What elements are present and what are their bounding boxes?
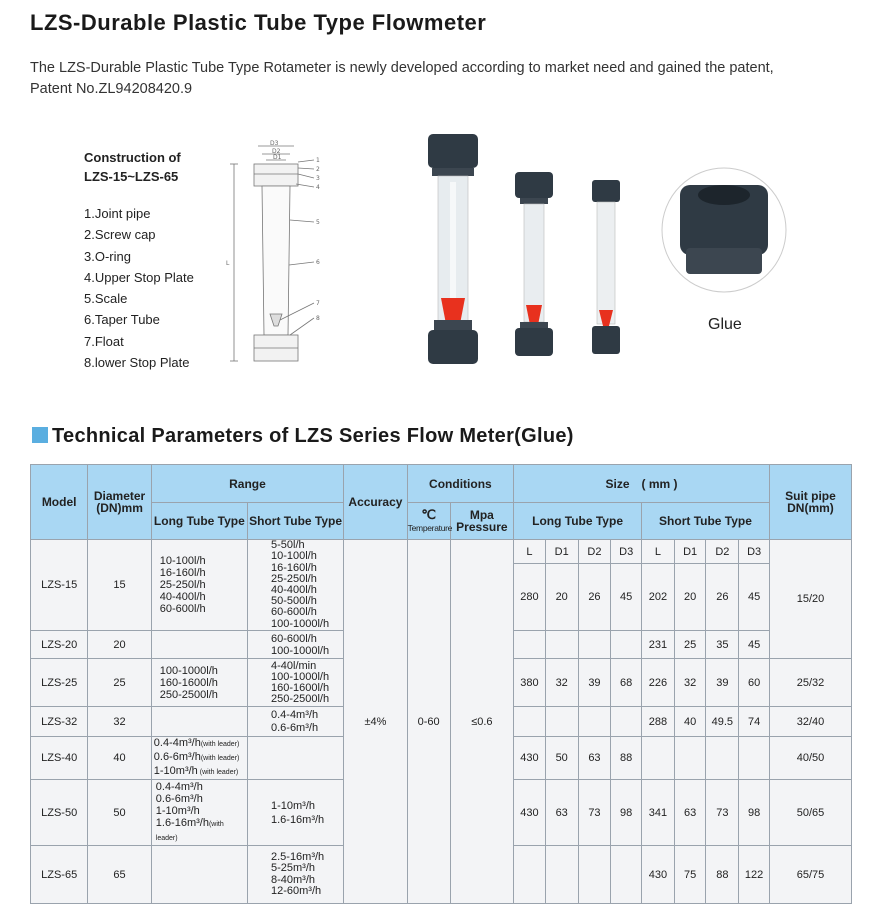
- cell-long-range: [151, 540, 247, 631]
- range-line: [154, 751, 247, 765]
- cell-size: 32: [674, 659, 706, 707]
- cell-pipe: 32/40: [769, 707, 851, 737]
- header-long-tube: Long Tube Type: [151, 503, 247, 540]
- size-subheader: D1: [674, 540, 706, 564]
- cell-size: 35: [706, 631, 739, 659]
- cell-size: [611, 846, 642, 904]
- pressure-label: Pressure: [456, 520, 508, 534]
- cell-size: 341: [642, 780, 675, 846]
- cell-size: 40: [674, 707, 706, 737]
- cell-size: 68: [611, 659, 642, 707]
- cell-model: LZS-25: [31, 659, 88, 707]
- diagram-part-number: 8: [316, 315, 320, 322]
- diagram-part-number: 2: [316, 166, 320, 173]
- header-suit-pipe: [769, 465, 851, 540]
- range-line: 60-600l/h: [270, 606, 317, 619]
- range-line: 100-1000l/h: [270, 644, 330, 657]
- construction-parts-list: [84, 203, 194, 373]
- cell-long-range: [151, 780, 247, 846]
- range-line: 160-1600l/h: [159, 676, 218, 689]
- parts-list-item: 2.Screw cap: [84, 227, 156, 243]
- parts-list-item: 1.Joint pipe: [84, 206, 151, 221]
- range-line: 16-160l/h: [270, 561, 317, 574]
- spec-table: [30, 464, 852, 904]
- header-accuracy: Accuracy: [344, 465, 407, 540]
- cell-size: 49.5: [706, 707, 739, 737]
- section-marker: [32, 427, 48, 443]
- cell-size: [611, 707, 642, 737]
- cell-short-range: [247, 846, 343, 904]
- cell-size: 39: [706, 659, 739, 707]
- cell-size: [739, 737, 770, 780]
- header-conditions: Conditions: [407, 465, 513, 503]
- cell-size: [514, 707, 546, 737]
- cell-size: 63: [674, 780, 706, 846]
- range-line: 100-1000l/h: [270, 617, 330, 630]
- cell-dn: 15: [88, 540, 151, 631]
- cell-size: 380: [514, 659, 546, 707]
- parts-list-item: 7.Float: [84, 333, 124, 349]
- cell-short-range: [247, 631, 343, 659]
- cell-size: [545, 846, 578, 904]
- cell-size: 63: [578, 737, 611, 780]
- cell-short-range: [247, 737, 343, 780]
- cell-model: LZS-40: [31, 737, 88, 780]
- page-title: LZS-Durable Plastic Tube Type Flowmeter: [30, 10, 487, 35]
- range-line: [154, 765, 247, 779]
- range-line: 1-10m³/h: [270, 799, 316, 812]
- temp-symbol: ℃: [421, 506, 436, 522]
- cell-size: 45: [739, 631, 770, 659]
- size-subheader: D2: [706, 540, 739, 564]
- cell-size: 50: [545, 737, 578, 780]
- cell-size: 73: [578, 780, 611, 846]
- cell-size: [545, 707, 578, 737]
- cell-long-range: [151, 737, 247, 780]
- cell-size: 88: [611, 737, 642, 780]
- cell-size: 430: [642, 846, 675, 904]
- parts-list-item: 8.lower Stop Plate: [84, 355, 190, 371]
- cell-short-range: [247, 659, 343, 707]
- range-value: 1.6-16m³/h: [155, 816, 209, 829]
- flowmeter-large-photo: [428, 134, 478, 364]
- header-diameter: [88, 465, 151, 540]
- header-suit-pipe-line: Suit pipe: [785, 489, 836, 503]
- cell-size: 45: [739, 564, 770, 631]
- cell-size: 39: [578, 659, 611, 707]
- range-line: 4-40l/min: [270, 659, 317, 672]
- size-subheader: D3: [739, 540, 770, 564]
- range-value: 0.4-4m³/h: [153, 737, 201, 749]
- cell-size: 25: [674, 631, 706, 659]
- cell-pipe: 25/32: [769, 659, 851, 707]
- cell-size: 75: [674, 846, 706, 904]
- parts-list-item: 6.Taper Tube: [84, 312, 160, 328]
- size-subheader: L: [514, 540, 546, 564]
- cell-dn: 20: [88, 631, 151, 659]
- construction-title-line-2: LZS-15~LZS-65: [84, 169, 179, 184]
- size-subheader: L: [642, 540, 675, 564]
- header-diameter-line: (DN)mm: [96, 501, 143, 515]
- range-line: 50-500l/h: [270, 595, 317, 608]
- range-line: 5-50l/h: [270, 539, 305, 552]
- cell-size: 430: [514, 780, 546, 846]
- pressure-unit: Mpa: [469, 508, 494, 522]
- cell-model: LZS-32: [31, 707, 88, 737]
- diagram-dim-label: D2: [272, 148, 281, 155]
- cell-size: [514, 631, 546, 659]
- cell-dn: 40: [88, 737, 151, 780]
- cell-size: 20: [674, 564, 706, 631]
- range-line: 100-1000l/h: [159, 664, 218, 677]
- header-temperature: [407, 503, 453, 540]
- range-line: 160-1600l/h: [270, 681, 330, 694]
- glue-label: Glue: [708, 316, 742, 333]
- cell-model: LZS-50: [31, 780, 88, 846]
- diagram-dim-label: L: [226, 260, 230, 267]
- section-title: [32, 425, 574, 448]
- cell-size: 98: [739, 780, 770, 846]
- range-line: 250-2500l/h: [159, 688, 218, 701]
- cell-size: 288: [642, 707, 675, 737]
- range-line: 12-60m³/h: [270, 885, 322, 897]
- cell-size: [642, 737, 675, 780]
- cell-size: [514, 846, 546, 904]
- cell-size: 98: [611, 780, 642, 846]
- range-line: 0.4-4m³/h: [155, 780, 203, 793]
- cell-size: 88: [706, 846, 739, 904]
- header-suit-pipe-line: DN(mm): [787, 501, 834, 515]
- flowmeter-small-photo: [592, 180, 620, 354]
- range-line: 40-400l/h: [159, 591, 206, 603]
- cell-size: [706, 737, 739, 780]
- range-line: 16-160l/h: [159, 567, 206, 579]
- header-model: Model: [31, 465, 88, 540]
- diagram-dim-label: D1: [273, 154, 282, 161]
- range-line: 10-100l/h: [159, 555, 206, 567]
- cell-size: [578, 846, 611, 904]
- range-line: 8-40m³/h: [270, 873, 316, 886]
- parts-list-item: 4.Upper Stop Plate: [84, 269, 194, 285]
- range-note: (with leader): [200, 741, 240, 748]
- range-note: (with leader): [200, 755, 240, 762]
- cell-model: LZS-20: [31, 631, 88, 659]
- cell-long-range: [151, 707, 247, 737]
- range-note: (with leader): [155, 820, 224, 842]
- intro-line-2: Patent No.ZL94208420.9: [30, 81, 193, 97]
- header-range: Range: [151, 465, 343, 503]
- cell-size: 122: [739, 846, 770, 904]
- construction-title-line-1: Construction of: [84, 150, 181, 165]
- cell-dn: 65: [88, 846, 151, 904]
- parts-list-item: 5.Scale: [84, 291, 128, 307]
- flowmeter-medium-photo: [515, 172, 553, 356]
- intro-line-1: The LZS-Durable Plastic Tube Type Rotameter is newly developed according to market need and gained the patent,: [30, 60, 774, 76]
- diagram-part-number: 4: [316, 184, 320, 191]
- construction-title: [84, 148, 181, 186]
- cell-size: 60: [739, 659, 770, 707]
- cell-size: 202: [642, 564, 675, 631]
- temp-label: Temperature: [407, 522, 453, 533]
- range-line: 10-100l/h: [270, 550, 317, 563]
- cell-pipe: 65/75: [769, 846, 851, 904]
- range-value: 0.6-6m³/h: [153, 751, 201, 763]
- header-long-tube-size: Long Tube Type: [514, 503, 642, 540]
- intro-paragraph: [30, 58, 870, 100]
- cell-size: 63: [545, 780, 578, 846]
- cell-short-range: [247, 707, 343, 737]
- cell-size: 20: [545, 564, 578, 631]
- range-line: [154, 737, 247, 751]
- cell-size: 231: [642, 631, 675, 659]
- range-line: 2.5-16m³/h: [270, 850, 325, 863]
- cell-model: LZS-65: [31, 846, 88, 904]
- size-subheader: D3: [611, 540, 642, 564]
- header-short-tube-size: Short Tube Type: [642, 503, 770, 540]
- cell-size: 45: [611, 564, 642, 631]
- cell-dn: 32: [88, 707, 151, 737]
- range-line: 0.6-6m³/h: [270, 721, 319, 734]
- diagram-dim-label: D3: [270, 140, 279, 147]
- cell-pipe: 50/65: [769, 780, 851, 846]
- cell-model: LZS-15: [31, 540, 88, 631]
- cell-temperature: 0-60: [407, 540, 450, 904]
- cell-size: [611, 631, 642, 659]
- range-line: 40-400l/h: [270, 584, 317, 596]
- range-line: 60-600l/h: [159, 603, 206, 615]
- diagram-part-number: 3: [316, 175, 320, 182]
- glue-joint-photo: [662, 168, 786, 292]
- range-line: 100-1000l/h: [270, 670, 330, 683]
- range-note: (with leader): [197, 769, 239, 776]
- header-short-tube: Short Tube Type: [247, 503, 343, 540]
- diagram-part-number: 7: [316, 300, 320, 307]
- cell-dn: 25: [88, 659, 151, 707]
- range-line: 25-250l/h: [270, 572, 317, 585]
- cell-size: 26: [578, 564, 611, 631]
- range-value: 1-10m³/h: [153, 765, 198, 777]
- range-line: 25-250l/h: [159, 579, 206, 591]
- cell-long-range: [151, 846, 247, 904]
- cell-size: 73: [706, 780, 739, 846]
- range-line: 1.6-16m³/h: [270, 813, 325, 826]
- cell-size: 32: [545, 659, 578, 707]
- cell-size: 226: [642, 659, 675, 707]
- header-pressure: [450, 503, 513, 540]
- range-line: [156, 817, 247, 845]
- parts-list-item: 3.O-ring: [84, 248, 131, 264]
- range-line: 250-2500l/h: [270, 692, 330, 705]
- header-size: Size ( mm ): [514, 465, 770, 503]
- cell-size: 280: [514, 564, 546, 631]
- cell-pipe: 40/50: [769, 737, 851, 780]
- header-diameter-line: Diameter: [93, 489, 146, 503]
- cell-size: [674, 737, 706, 780]
- diagram-part-number: 6: [316, 259, 320, 266]
- cell-dn: 50: [88, 780, 151, 846]
- range-line: 60-600l/h: [270, 632, 317, 645]
- cell-pipe: 15/20: [769, 540, 851, 659]
- size-subheader: D1: [545, 540, 578, 564]
- range-line: 0.6-6m³/h: [155, 792, 203, 805]
- range-line: 0.4-4m³/h: [270, 708, 319, 721]
- section-title-text: Technical Parameters of LZS Series Flow Meter(Glue): [52, 425, 574, 447]
- cell-size: [578, 631, 611, 659]
- cell-accuracy: ±4%: [344, 540, 407, 904]
- cell-long-range: [151, 631, 247, 659]
- cell-pressure: ≤0.6: [450, 540, 513, 904]
- size-subheader: D2: [578, 540, 611, 564]
- cell-size: [545, 631, 578, 659]
- cell-size: 430: [514, 737, 546, 780]
- diagram-part-number: 1: [316, 157, 320, 164]
- range-line: 5-25m³/h: [270, 862, 316, 874]
- cell-size: [578, 707, 611, 737]
- cell-size: 26: [706, 564, 739, 631]
- cell-size: 74: [739, 707, 770, 737]
- construction-diagram: [212, 140, 332, 380]
- cell-short-range: [247, 780, 343, 846]
- range-line: 1-10m³/h: [155, 804, 200, 817]
- diagram-part-number: 5: [316, 219, 320, 226]
- cell-short-range: [247, 540, 343, 631]
- cell-long-range: [151, 659, 247, 707]
